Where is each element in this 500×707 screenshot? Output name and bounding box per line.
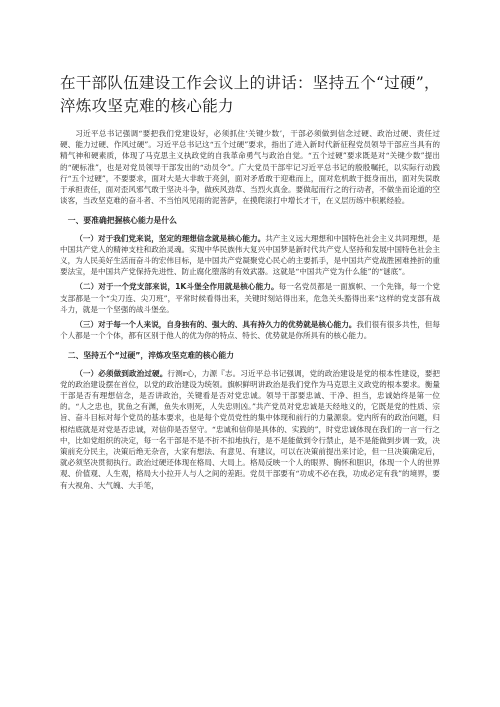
section-heading: 二、坚持五个“过硬”，淬炼攻坚克难的核心能力	[67, 351, 234, 361]
paragraph-lead: （一）对于我们党来说，坚定的理想信念就是核心能力。	[75, 233, 266, 243]
paragraph-text: 行测r心，力源『志。习近平总书记强调，党的政治建设是党的根本性建设，要把党的政治建设摆在首位，以党的政治建设为统领。旗帜鲜明讲政治是我们党作为马克思主义政党的根本要求。衡量干部是否有理想信念，是否讲政治，关键看是否对党忠诚。领导干部要忠诚、干净、担当，忠诚始终是第一位的。“人之忠也，犹鱼之有渊，鱼失水则死，人失忠则凶。”共产党员对党忠诚是天经地义的，它既是党的性质、宗旨、奋斗目标对每个党员的基本要求，也是每个党员党性的集中体现和前行的力量源泉。党内所有的政治问题，归根结底就是对党是否忠诚，对信仰是否坚守。“忠诚和信仰是具体的、实践的”，时党忠诚体现在我们的一言一行之中，比如党组织的决定，每一名干部是不是不折不扣地执行，是不是能做到令行禁止，是不是能做到步调一致，决策前充分民主，决策后绝无杂音，大家有想法、有意见、有建议，可以在决策前提出来讨论，但一旦决策确定后，就必须坚决贯彻执行。政治过硬还体现在格局、大局上。格局反映一个人的眼界、胸怀和胆识，体现一个人的世界观、价值观、人生观，格局大小拉开人与人之间的差距。党员干部要有“功成不必在我，功成必定有我”的境界，要有大视角、大气魄、大手笔，	[60, 368, 440, 490]
intro-paragraph: 习近平总书记强调“要把我们党建设好，必须抓住‘关键少数’，干部必须做到信念过硬、政治过硬、责任过硬、能力过硬、作风过硬”。习近平总书记这“五个过硬”要求，指出了进入新时代新征程党员领导干部应当具有的精气神和硬素质，体现了马克思主义执政党的自我革命勇气与政治自觉。“五个过硬”要求既是对“关键少数”提出的“硬标准”，也是对党员领导干部发出的“动员令”。广大党员干部牢记习近平总书记的殷殷嘱托，以实际行动践行“五个过硬”，不要要求，面对大是大非敢于亮剑，面对矛盾敢于迎难而上，面对危机敢于挺身而出，面对失误敢于承担责任，面对歪风邪气敢于坚决斗争，做疾风劲草、当烈火真金。要做起而行之的行动者，不做坐而论道的空谈客，当改坚克难的奋斗者、不当怕风见雨的泥菩萨，在摸爬滚打中增长才干，在义层历练中积累经验。	[60, 129, 440, 206]
section-paragraph	[60, 368, 440, 491]
paragraph-text: 每一名党员都是一面旗帜、一个先锋，每一个党支部都是一个“尖刀连、尖刀班”，平常时候看得出来，关键时刻站得出来，危急关头豁得出来“这样的党支部有战斗力，就是一个坚强的战斗堡垒。	[60, 282, 441, 314]
section-paragraph	[60, 281, 440, 315]
paragraph-lead: （二）对于一个党支部来说，1Κ斗堡全作用就是核心能力。	[75, 282, 279, 292]
document-body	[60, 128, 440, 495]
section-paragraph	[60, 319, 440, 341]
section-heading: 一、要准确把握核心能力是什么	[67, 216, 177, 226]
paragraph-lead: （一）必须做到政治过硬。	[75, 368, 168, 378]
page-title: 在干部队伍建设工作会议上的讲话：坚持五个“过硬”，淬炼攻坚克难的核心能力	[60, 74, 440, 115]
paragraph-lead: （三）对于每一个人来说，自身独有的、强大的、具有持久力的优势就是核心能力。	[75, 320, 357, 330]
section-paragraph	[60, 233, 440, 278]
paragraph-text: 共产主义远大理想和中国特色社会主义共同理想，是中国共产党人的精神支柱和政治灵魂。实现中华民族伟大复兴中国梦是新时代共产党人坚持和发展中国特色社会主义，为人民美好生活而奋斗的宏伟目标，是中国共产党凝聚党心民心的主要抓手，是中国共产党战胜困难挫折的重要法宝，是中国共产党保持先进性、防止腐化堕落的有效武器。这就是“中国共产党为什么能”的“谜底”。	[60, 233, 441, 277]
paragraph-text: 我们很有很多共性，但每个人都是一个个体，都有区别于他人的优为你的特点、特长、优势就是你所具有的核心能力。	[60, 320, 441, 341]
